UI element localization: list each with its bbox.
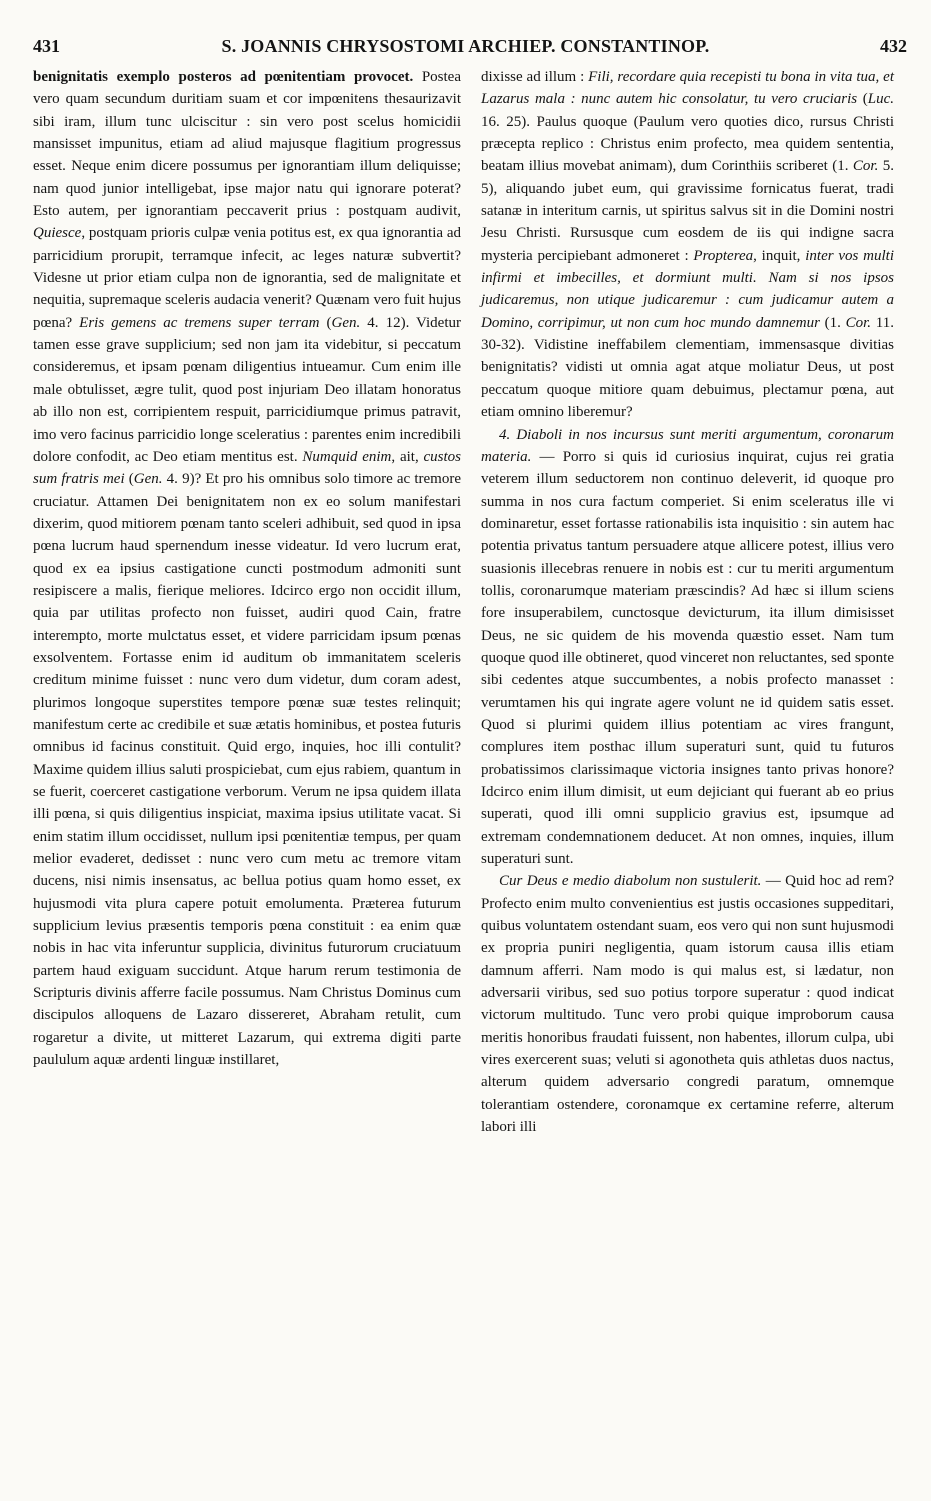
text-run: 5. 5), aliquando jubet eum, qui gravissime fornicatus fuerat, tradi satanæ in interitum carnis, ut spiritus salvus sit in die Domini nostri Jesu Christi. Rursusque cum eosdem de iis qui indigne sacra mysteria percipiebant admoneret : (481, 158, 894, 264)
text-run: , inquit, (753, 247, 806, 264)
text-run: ( (124, 471, 134, 488)
text-run: 11. 30-32). Vidistine ineffabilem clementiam, immensasque divitias benignitatis? vidisti ut omnia agat atque moliatur Deus, ut post peccatum quoque mitiore quam debuimus, plectamur pœna, aut etiam omnino liberemur? (481, 314, 894, 421)
text-run: 4. 12). Videtur tamen esse grave supplicium; sed non jam ita videbitur, si peccatum consideremus, et ipsam pœnam diligentius intueamur. Cum enim ille male obtulisset, ægre tulit, quod post injuriam Deo illatam honoratus ab illo non est, corripientem respuit, parricidiumque primus patravit, imo vero facinus parricidio longe sceleratius : parentes enim incredibili dolore confodit, ac Deo etiam mentitus est. (33, 314, 461, 465)
running-title: S. JOANNIS CHRYSOSTOMI ARCHIEP. CONSTANTINOP. (221, 36, 710, 56)
text-run: Numquid enim (302, 448, 392, 465)
paragraph (33, 66, 461, 1071)
text-run: 16. 25). Paulus quoque (Paulum vero quoties dico, rursus Christi præcepta replico : Christus enim profecto, mea quidem sententia, beatam illius movebat animam), dum Corinthiis scriberet (1. (481, 113, 894, 175)
text-run: Fili, recordare quia recepisti tu bona in vita tua, et Lazarus mala : nunc autem hic consolatur, tu vero cruciaris (481, 69, 895, 108)
paragraph (481, 870, 894, 1138)
paragraph (481, 66, 894, 424)
text-run: ( (319, 314, 332, 331)
left-column (33, 66, 461, 1071)
text-run: Propterea (693, 247, 754, 264)
page-number-left: 431 (33, 36, 60, 56)
text-run: Luc. (867, 91, 895, 108)
text-run: ( (857, 91, 868, 108)
paragraph (481, 424, 894, 871)
text-run: 4. 9)? Et pro his omnibus solo timore ac tremore cruciatur. Attamen Dei benignitatem non ex eo solum manifestari dixerim, quod mitiorem pœnam tanto sceleri adhibuit, sed quod in ipsa pœna lucrum haud spernendum inesse videatur. Id vero lucrum erat, quod ex ea ipsius castigatione cuncti postmodum admoniti sunt resipiscere a malis, fierique meliores. Idcirco ergo non occidit illum, quia par utilitas profecto non fuisset, audiri quod Cain, fratre interempto, morte mulctatus esset, et videre parricidam ipsum pœnas exsolventem. Fortasse enim id auditum ob immanitatem sceleris creditum minime fuisset : nunc vero dum videtur, dum coram adest, plurimos longoque superstites tempore pœnæ suæ testes relinquit; manifestum certe ac credibile et suæ ætatis hominibus, et postea futuris omnibus id facinus constituit. Quid ergo, inquies, hoc illi contulit? Maxime quidem illius saluti prospiciebat, cum ejus rabiem, quantum in se fuerit, coerceret castigatione verborum. Verum ne ipsa quidem illata illi pœna, si quis diligentius inspiciat, maxima ipsius utilitate vacat. Si enim statim illum occidisset, nullum ipsi pœnitentiæ tempus, per quam melior evaderet, dedisset : nunc vero cum metu ac tremore vitam ducens, nisi nimis insensatus, ac bellua potius quam homo esset, ex hujusmodi vita plura capere potuit emolumenta. Præterea futurum supplicium levius præsentis temporis pœna constituit : ea enim quæ nobis in hac vita inferuntur supplicia, divinitus futurorum cruciatuum partem haud exiguam succidunt. Atque harum rerum testimonia de Scripturis divinis afferre facile possumus. Nam Christus Dominus cum discipulos alloquens de Lazaro dissereret, Abraham retulit, cum rogaretur a divite, ut mitteret Lazarum, qui extrema digiti parte paululum aquæ ardenti linguæ instillaret, (33, 471, 461, 1069)
text-run: custos sum fratris mei (33, 448, 461, 488)
text-run: Quiesce (33, 225, 82, 242)
page-number-right: 432 (880, 36, 907, 56)
text-run: Postea vero quam secundum duritiam suam et cor impœnitens thesaurizavit sibi iram, illum tunc ulciscitur : sin vero post scelus homicidii mansisset impunitus, etiam ad aliud majusque flagitium progressus esset. Neque enim dicere possumus per ignorantiam illum deliquisse; nam quod junior intelligebat, ipse major natu qui ignorare poterat? Esto autem, per ignorantiam peccaverit prius : postquam audivit, (33, 69, 461, 220)
text-run: benignitatis exemplo posteros ad pœnitentiam provocet. (33, 69, 414, 85)
text-run: Cor. (852, 158, 879, 175)
text-run: , postquam prioris culpæ venia potitus est, ex qua ignorantia ad parricidium prorupit, terramque infecit, ac leges naturæ subvertit? Videsne ut prior etiam culpa non de ignorantia, sed de malignitate et nequitia, supremaque sceleris audacia venerit? Quænam vero fuit hujus pœna? (33, 225, 461, 331)
text-run: , ait, (391, 448, 424, 465)
page-header (0, 0, 931, 56)
text-run: Eris gemens ac tremens super terram (79, 314, 320, 331)
text-run: 4. Diaboli in nos incursus sunt meriti argumentum, coronarum materia. (481, 426, 894, 465)
text-run: Gen. (133, 471, 163, 488)
text-run: Gen. (331, 314, 361, 331)
text-run: inter vos multi infirmi et imbecilles, et dormiunt multi. Nam si nos ipsos judicaremus, non utique judicaremur : cum judicamur autem a Domino, corripimur, ut non cum hoc mundo damnemur (481, 247, 894, 331)
text-run: Cor. (845, 314, 872, 331)
text-run: — Quid hoc ad rem? Profecto enim multo convenientius est justis occasiones suppeditari, quibus voluntatem ostendant suam, eos vero qui non sunt hujusmodi ex propria puniri negligentia, quam istorum causa illis etiam damnum afferri. Nam modo is qui malus est, si lædatur, non adversarii viribus, sed suo potius torpore superatur : quod indicat victorum multitudo. Tunc vero probi quique improborum causa meritis honoribus fraudati fuissent, non habentes, illorum culpa, ubi vires exercerent suas; veluti si agonotheta quis athletas duos nactus, alterum quidem adversario congredi paratum, omnemque tolerantiam ostendere, coronamque ex certamine referre, alterum labori illi (481, 873, 894, 1136)
text-run: Cur Deus e medio diabolum non sustulerit. (499, 873, 762, 890)
text-run: (1. (819, 314, 846, 331)
text-run: — Porro si quis id curiosius inquirat, cujus rei gratia veterem illum seductorem non continuo deleverit, id quoque pro summa in nos cura factum comperiet. Si enim sceleratus ille vi dominaretur, esset fortasse rationabilis ista inquisitio : sin autem hac potentia privatus tantum persuadere atque allicere potest, illius vero suasionis illecebras renuere in nobis est : cur tu meriti argumentum tollis, coronarumque materiam præscindis? Ad hæc si illum sciens fore insuperabilem, cunctosque devicturum, ita illum dimisisset Deus, ne sic quidem de his movenda quæstio esset. Nam tum quoque quod ille obtineret, quod vinceret non reluctantes, sed sponte sibi cedentes atque succumbentes, a nobis profecto manasset : verumtamen his qui ingrate agere volunt ne id quidem satis esset. Quod si plurimi quidem illius potentiam ac vires frangunt, complures item posthac illum superaturi sunt, quid tu futuros probatissimos clarissimaque victoria insignes tanto privas honore? Idcirco enim illum dimisit, ut eum dejiciant qui fuerant ab eo prius superati, quod illi omni supplicio gravius est, ipsumque ad extremam condemnationem deducet. At non omnes, inquies, illum superaturi sunt. (481, 448, 894, 868)
text-run: dixisse ad illum : (481, 69, 589, 85)
right-column (481, 66, 894, 1139)
